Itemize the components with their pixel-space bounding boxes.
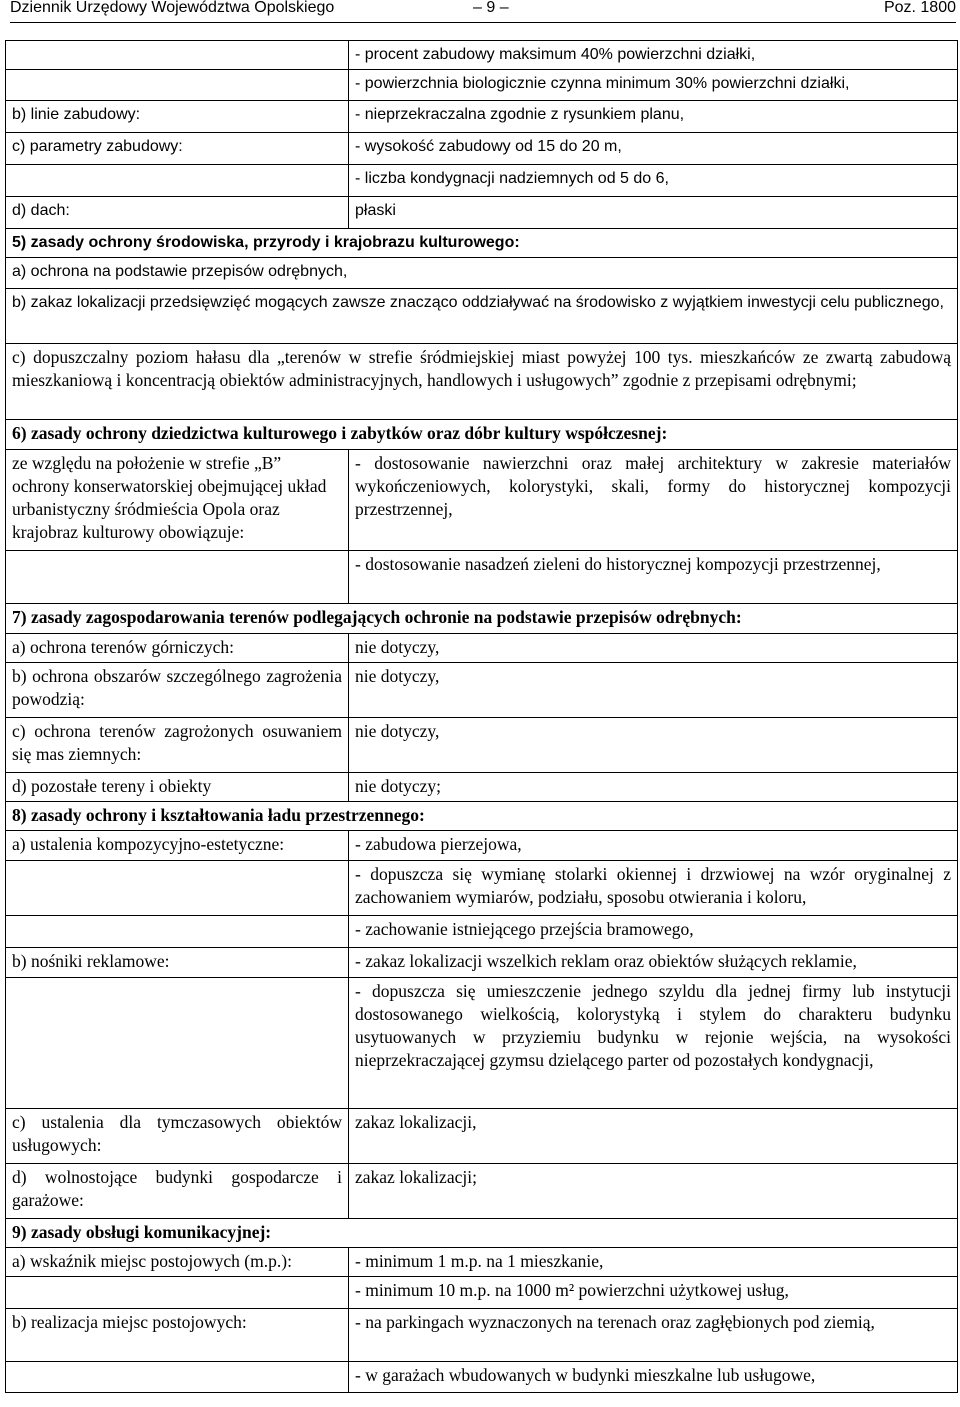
row-value: - na parkingach wyznaczonych na terenach oraz zagłębionych pod ziemią, xyxy=(349,1309,958,1362)
row-label: c) ochrona terenów zagrożonych osuwaniem się mas ziemnych: xyxy=(6,718,349,773)
row-value: nie dotyczy, xyxy=(349,634,958,663)
row-value: zakaz lokalizacji; xyxy=(349,1164,958,1219)
row-label xyxy=(6,41,349,70)
row-value: - dostosowanie nawierzchni oraz małej architektury w zakresie materiałów wykończeniowych, kolorystyki, skali, formy do historycznej kompozycji przestrzennej, xyxy=(349,450,958,551)
table-row xyxy=(6,450,958,551)
section-heading: 5) zasady ochrony środowiska, przyrody i krajobrazu kulturowego: xyxy=(6,229,958,258)
row-value: - nieprzekraczalna zgodnie z rysunkiem planu, xyxy=(349,101,958,133)
table-row xyxy=(6,1248,958,1277)
table-row xyxy=(6,861,958,916)
regulations-table xyxy=(5,40,958,1393)
table-row xyxy=(6,1309,958,1362)
row-label: b) realizacja miejsc postojowych: xyxy=(6,1309,349,1362)
row-label xyxy=(6,861,349,916)
row-label: a) wskaźnik miejsc postojowych (m.p.): xyxy=(6,1248,349,1277)
table-row xyxy=(6,916,958,948)
row-label xyxy=(6,1277,349,1309)
section-heading: 7) zasady zagospodarowania terenów podlegających ochronie na podstawie przepisów odrębnych: xyxy=(6,604,958,634)
row-value: - procent zabudowy maksimum 40% powierzchni działki, xyxy=(349,41,958,70)
table-row xyxy=(6,165,958,197)
row-value: - dopuszcza się umieszczenie jednego szyldu dla jednej firmy lub instytucji dostosowanego wielkością, kolorystyką i stylem do charakteru budynku usytuowanych w przyziemiu budynku w rejonie wejścia, na wysokości nieprzekraczającej gzymsu dzielącego parter od pozostałych kondygnacji, xyxy=(349,978,958,1109)
row-label: b) nośniki reklamowe: xyxy=(6,948,349,978)
row-value: - dostosowanie nasadzeń zieleni do historycznej kompozycji przestrzennej, xyxy=(349,551,958,604)
page-number: – 9 – xyxy=(473,0,509,16)
table-row xyxy=(6,289,958,344)
row-value: nie dotyczy, xyxy=(349,663,958,718)
row-value: - zachowanie istniejącego przejścia bramowego, xyxy=(349,916,958,948)
row-label xyxy=(6,916,349,948)
row-label: b) linie zabudowy: xyxy=(6,101,349,133)
row-label: d) pozostałe tereny i obiekty xyxy=(6,773,349,802)
section-heading-row xyxy=(6,1219,958,1248)
table-row xyxy=(6,948,958,978)
row-value: - w garażach wbudowanych w budynki mieszkalne lub usługowe, xyxy=(349,1362,958,1393)
section-heading-row xyxy=(6,420,958,450)
table-row xyxy=(6,101,958,133)
table-row xyxy=(6,344,958,420)
row-value: - minimum 10 m.p. na 1000 m² powierzchni użytkowej usług, xyxy=(349,1277,958,1309)
page-header xyxy=(10,0,956,23)
table-row xyxy=(6,718,958,773)
table-row xyxy=(6,41,958,70)
section-heading: 8) zasady ochrony i kształtowania ładu przestrzennego: xyxy=(6,802,958,831)
table-row xyxy=(6,258,958,289)
table-row xyxy=(6,551,958,604)
row-value: zakaz lokalizacji, xyxy=(349,1109,958,1164)
row-value: nie dotyczy, xyxy=(349,718,958,773)
table-row xyxy=(6,663,958,718)
row-value: - liczba kondygnacji nadziemnych od 5 do 6, xyxy=(349,165,958,197)
full-width-text: c) dopuszczalny poziom hałasu dla „terenów w strefie śródmiejskiej miast powyżej 100 tys. mieszkańców ze zwartą zabudową mieszkaniową i koncentracją obiektów administracyjnych, handlowych i usługowych” zgodnie z przepisami odrębnymi; xyxy=(6,344,958,420)
row-label xyxy=(6,978,349,1109)
row-label: a) ustalenia kompozycyjno-estetyczne: xyxy=(6,831,349,861)
table-row xyxy=(6,1362,958,1393)
table-row xyxy=(6,197,958,229)
table-row xyxy=(6,831,958,861)
row-label xyxy=(6,551,349,604)
row-value: - minimum 1 m.p. na 1 mieszkanie, xyxy=(349,1248,958,1277)
section-heading: 9) zasady obsługi komunikacyjnej: xyxy=(6,1219,958,1248)
table-row xyxy=(6,978,958,1109)
row-value: - dopuszcza się wymianę stolarki okiennej i drzwiowej na wzór oryginalnej z zachowaniem wymiarów, podziału, sposobu otwierania i koloru, xyxy=(349,861,958,916)
row-value: płaski xyxy=(349,197,958,229)
section-heading-row xyxy=(6,229,958,258)
row-label xyxy=(6,70,349,101)
row-value: - powierzchnia biologicznie czynna minimum 30% powierzchni działki, xyxy=(349,70,958,101)
row-label: b) ochrona obszarów szczególnego zagrożenia powodzią: xyxy=(6,663,349,718)
full-width-text: a) ochrona na podstawie przepisów odrębnych, xyxy=(6,258,958,289)
row-label xyxy=(6,1362,349,1393)
row-value: nie dotyczy; xyxy=(349,773,958,802)
row-value: - zabudowa pierzejowa, xyxy=(349,831,958,861)
table-row xyxy=(6,773,958,802)
section-heading-row xyxy=(6,802,958,831)
section-heading: 6) zasady ochrony dziedzictwa kulturowego i zabytków oraz dóbr kultury współczesnej: xyxy=(6,420,958,450)
section-heading-row xyxy=(6,604,958,634)
table-row xyxy=(6,1277,958,1309)
table-row xyxy=(6,1164,958,1219)
row-label: c) parametry zabudowy: xyxy=(6,133,349,165)
row-label xyxy=(6,165,349,197)
row-label: ze względu na położenie w strefie „B” ochrony konserwatorskiej obejmującej układ urbanistyczny śródmieścia Opola oraz krajobraz kulturowy obowiązuje: xyxy=(6,450,349,551)
table-row xyxy=(6,133,958,165)
row-value: - zakaz lokalizacji wszelkich reklam oraz obiektów służących reklamie, xyxy=(349,948,958,978)
row-label: d) wolnostojące budynki gospodarcze i garażowe: xyxy=(6,1164,349,1219)
table-row xyxy=(6,1109,958,1164)
row-value: - wysokość zabudowy od 15 do 20 m, xyxy=(349,133,958,165)
full-width-text: b) zakaz lokalizacji przedsięwzięć mogących zawsze znacząco oddziaływać na środowisko z wyjątkiem inwestycji celu publicznego, xyxy=(6,289,958,344)
table-row xyxy=(6,70,958,101)
row-label: d) dach: xyxy=(6,197,349,229)
row-label: a) ochrona terenów górniczych: xyxy=(6,634,349,663)
row-label: c) ustalenia dla tymczasowych obiektów usługowych: xyxy=(6,1109,349,1164)
journal-title: Dziennik Urzędowy Województwa Opolskiego xyxy=(10,0,335,16)
position-number: Poz. 1800 xyxy=(883,0,956,16)
table-row xyxy=(6,634,958,663)
